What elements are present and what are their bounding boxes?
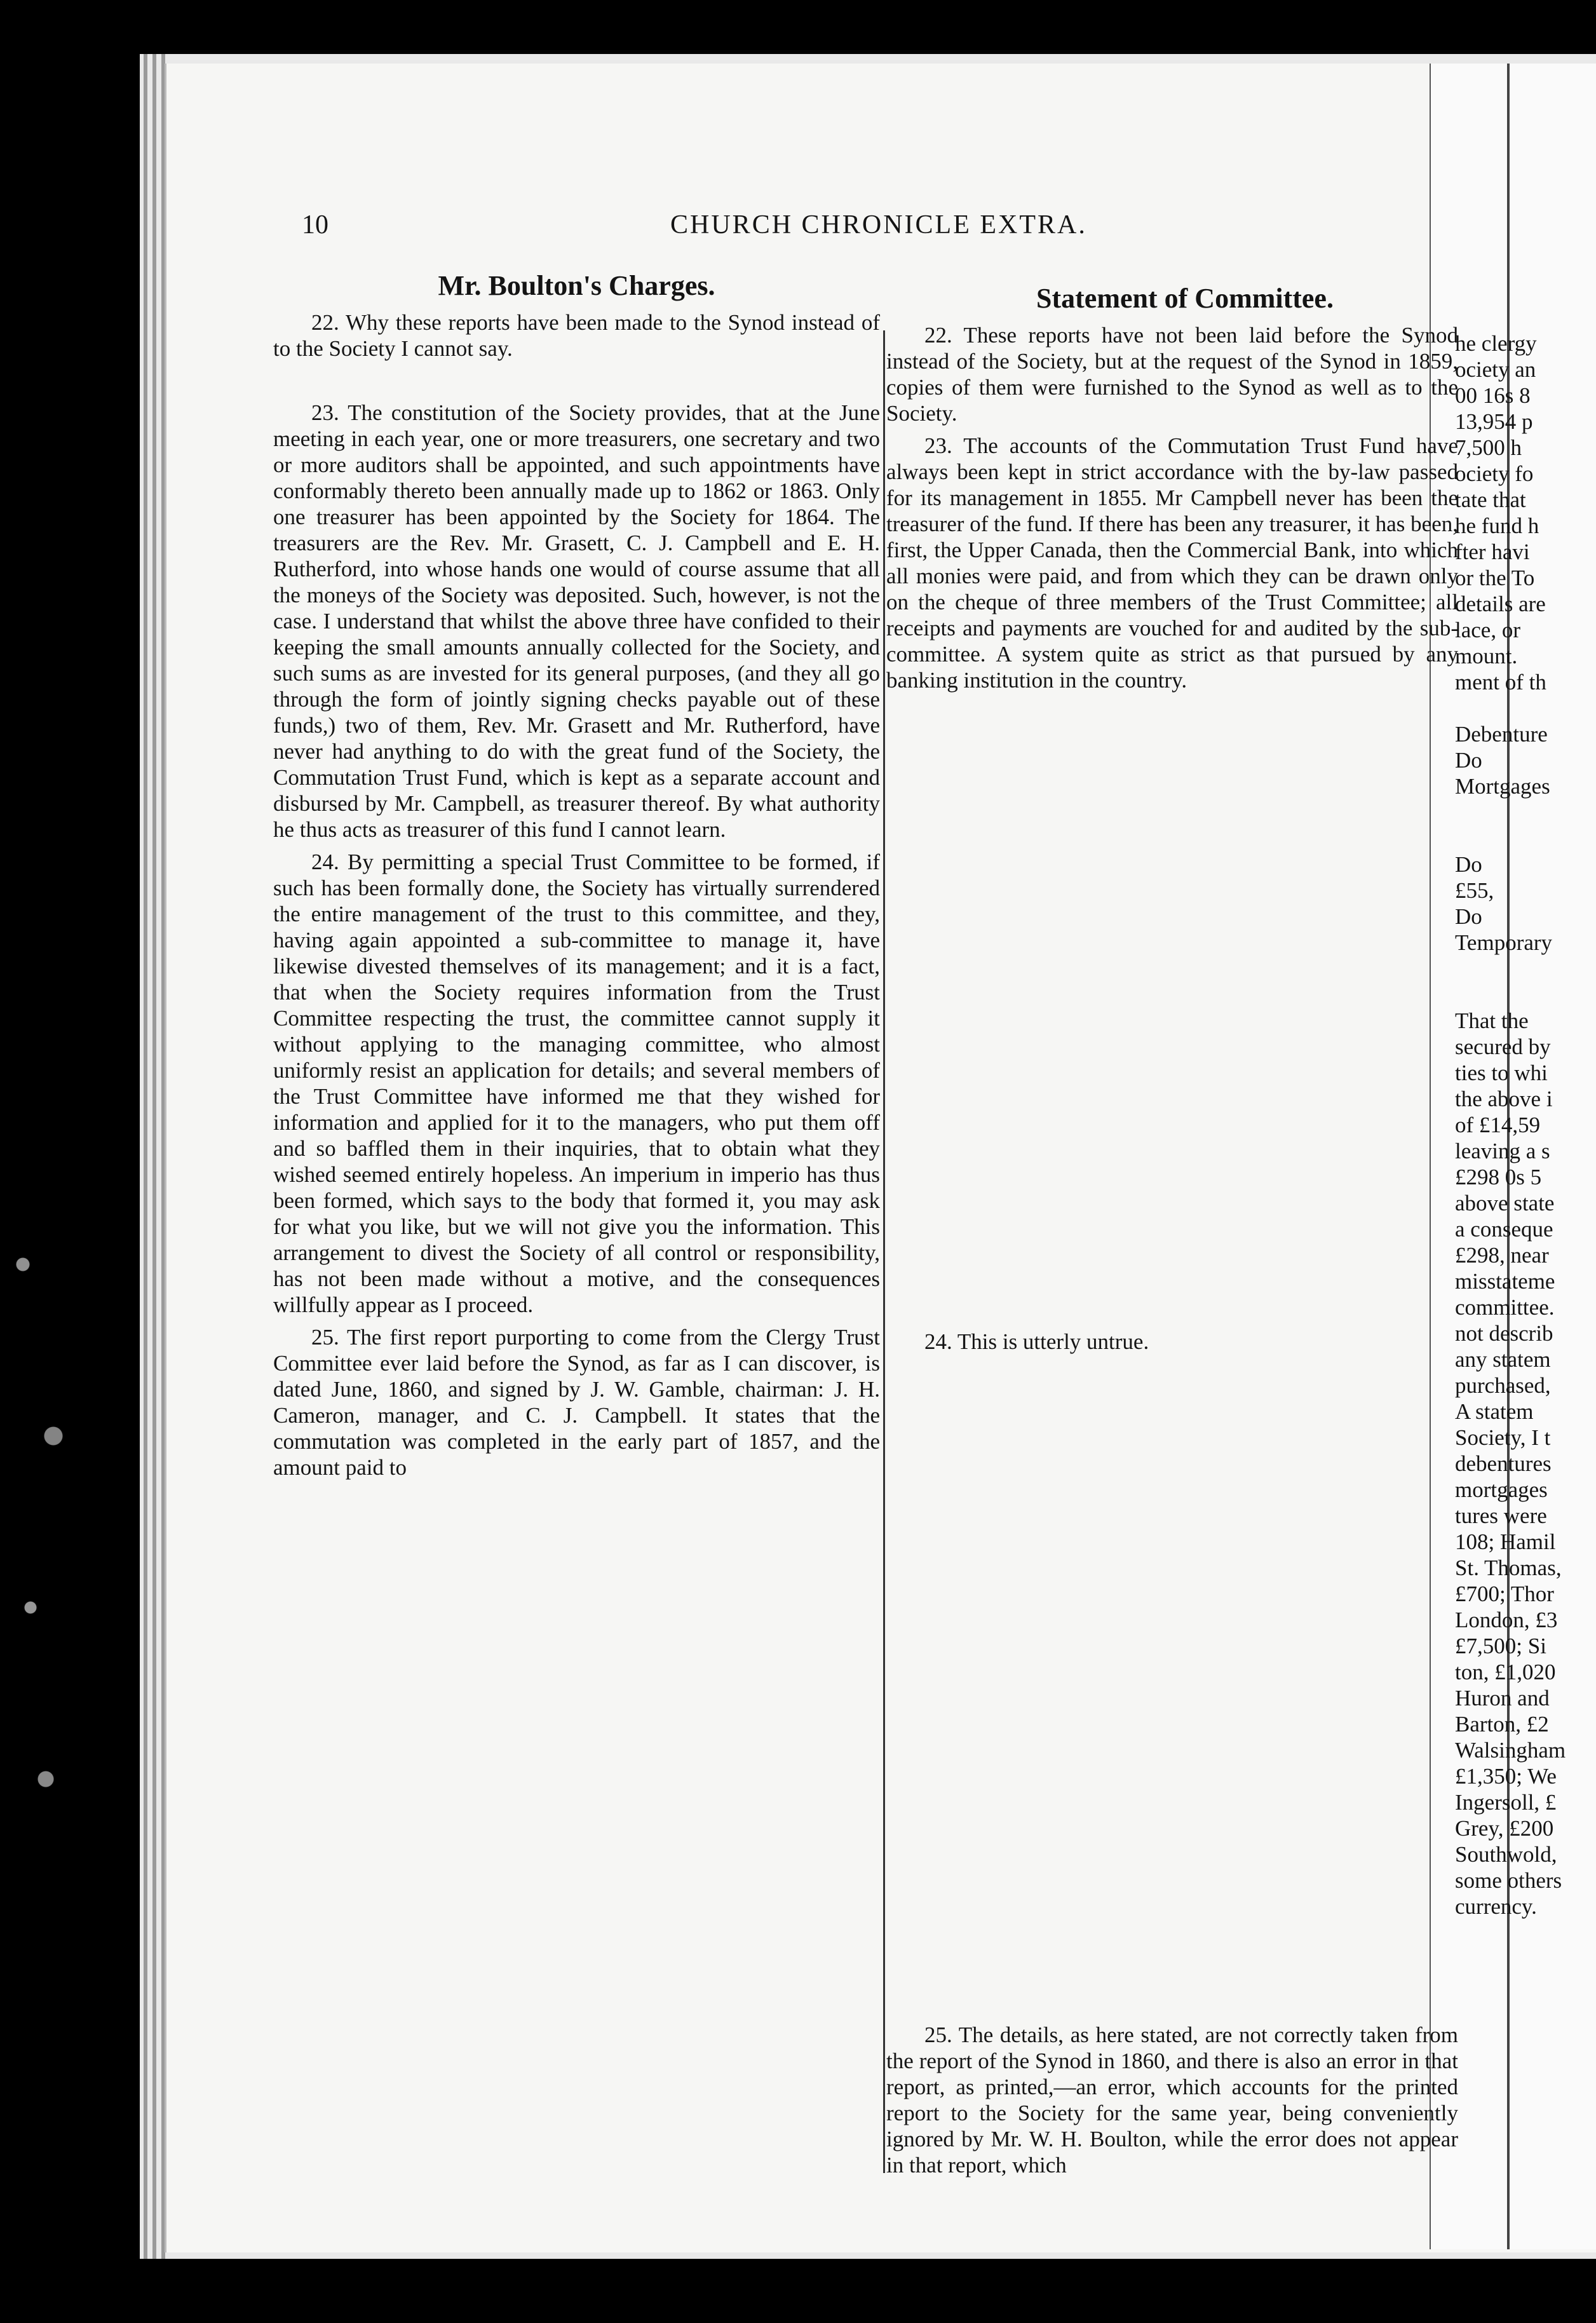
left-column-heading: Mr. Boulton's Charges. <box>438 270 715 301</box>
edge-fragment: Society, I t <box>1455 1425 1551 1450</box>
edge-fragment: above state <box>1455 1191 1555 1216</box>
edge-fragment: ociety an <box>1455 357 1536 382</box>
edge-fragment: Barton, £2 <box>1455 1712 1549 1737</box>
edge-fragment: 00 16s 8 <box>1455 383 1531 408</box>
page-edge <box>161 54 165 2259</box>
edge-fragment: 108; Hamil <box>1455 1529 1556 1554</box>
edge-fragment: £298 0s 5 <box>1455 1165 1542 1189</box>
right-paragraph-25: 25. The details, as here stated, are not correctly taken from the report of the Synod in 1860, and there is also an error in that report, as printed,—an error, which accounts for the printed report to the Society for the same year, being conveniently ignored by Mr. W. H. Boulton, while the error does not appear in that report, which <box>886 2022 1458 2177</box>
edge-fragment: of £14,59 <box>1455 1113 1541 1137</box>
edge-fragment: not describ <box>1455 1321 1553 1346</box>
edge-fragment: some others <box>1455 1868 1562 1893</box>
left-paragraph-22: 22. Why these reports have been made to the Synod instead of to the Society I cannot say. <box>273 310 880 361</box>
edge-fragment: mount. <box>1455 644 1518 668</box>
column-divider <box>883 330 885 2173</box>
edge-fragment <box>1455 825 1596 851</box>
adjacent-page-text-fragments <box>1455 330 1596 1920</box>
edge-fragment: Ingersoll, £ <box>1455 1790 1557 1815</box>
edge-fragment: currency. <box>1455 1894 1537 1919</box>
edge-fragment: ment of th <box>1455 670 1546 694</box>
edge-fragment: committee. <box>1455 1295 1555 1320</box>
edge-fragment: ties to whi <box>1455 1060 1548 1085</box>
edge-fragment: mortgages <box>1455 1477 1548 1502</box>
edge-fragment: Southwold, <box>1455 1842 1557 1867</box>
left-column <box>273 270 880 1487</box>
edge-fragment: Walsingham <box>1455 1738 1566 1763</box>
page-number: 10 <box>302 210 328 240</box>
edge-fragment: fter havi <box>1455 539 1530 564</box>
edge-fragment <box>1455 956 1596 982</box>
edge-fragment: 7,500 h <box>1455 435 1522 460</box>
edge-fragment: £55, <box>1455 878 1494 903</box>
edge-fragment: secured by <box>1455 1034 1551 1059</box>
right-column-heading: Statement of Committee. <box>1036 283 1334 314</box>
left-paragraph-23: 23. The constitution of the Society provides, that at the June meeting in each year, one or more treasurers, one secretary and two or more auditors shall be appointed, and such appointments have conformably thereto been annually made up to 1862 or 1863. Only one treasurer has been appointed by the Society for 1864. The treasurers are the Rev. Mr. Grasett, C. J. Campbell and E. H. Rutherford, into whose hands one would of course assume that all the moneys of the Society was deposited. Such, however, is not the case. I understand that whilst the above three have confided to their keeping the small amounts annually collected for the Society, and such sums as are invested for its general purposes, (and they all go through the form of jointly signing checks payable out of these funds,) two of them, Rev. Mr. Grasett and Mr. Rutherford, have never had anything to do with the great fund of the Society, the Commutation Trust Fund, which is kept as a separate account and disbursed by Mr. Campbell, as treasurer thereof. By what authority he thus acts as treasurer of this fund I cannot learn. <box>273 400 880 842</box>
edge-fragment: Huron and <box>1455 1686 1550 1710</box>
right-column <box>886 270 1484 2184</box>
edge-fragment: London, £3 <box>1455 1608 1558 1632</box>
edge-fragment: purchased, <box>1455 1373 1551 1398</box>
right-paragraph-23: 23. The accounts of the Commutation Trust Fund have always been kept in strict accordance with the by-law passed for its management in 1855. Mr Campbell never has been the treasurer of the fund. If there has been any treasurer, it has been, first, the Upper Canada, then the Commercial Bank, into which all monies were paid, and from which they can be drawn only on the cheque of three members of the Trust Committee; all receipts and payments are vouched for and audited by the sub-committee. A system quite as strict as that pursued by any banking institution in the country. <box>886 433 1458 693</box>
edge-fragment: £298, near <box>1455 1243 1549 1268</box>
edge-fragment: £1,350; We <box>1455 1764 1557 1789</box>
edge-fragment <box>1455 982 1596 1008</box>
edge-fragment: A statem <box>1455 1399 1534 1424</box>
edge-fragment: lace, or <box>1455 618 1520 642</box>
edge-fragment: tate that <box>1455 487 1526 512</box>
edge-fragment <box>1455 799 1596 825</box>
edge-fragment: That the <box>1455 1008 1529 1033</box>
edge-fragment: he clergy <box>1455 331 1537 356</box>
edge-fragment: Grey, £200 <box>1455 1816 1554 1841</box>
edge-fragment: details are <box>1455 592 1546 616</box>
edge-fragment: he fund h <box>1455 513 1539 538</box>
edge-fragment: 13,954 p <box>1455 409 1533 434</box>
scan-artifact <box>0 1093 76 1951</box>
edge-fragment: £700; Thor <box>1455 1581 1554 1606</box>
edge-fragment: debentures <box>1455 1451 1552 1476</box>
edge-fragment: or the To <box>1455 566 1535 590</box>
running-head: CHURCH CHRONICLE EXTRA. <box>670 210 1087 240</box>
edge-fragment: Do <box>1455 852 1482 877</box>
edge-fragment: misstateme <box>1455 1269 1555 1294</box>
edge-fragment: Temporary <box>1455 930 1553 955</box>
edge-fragment: £7,500; Si <box>1455 1634 1546 1658</box>
edge-fragment <box>1455 695 1596 721</box>
edge-fragment: leaving a s <box>1455 1139 1550 1163</box>
edge-fragment: Do <box>1455 904 1482 929</box>
left-paragraph-25: 25. The first report purporting to come from the Clergy Trust Committee ever laid before the Synod, as far as I can discover, is dated June, 1860, and signed by J. W. Gamble, chairman: J. H. Cameron, manager, and C. J. Campbell. It states that the commutation was completed in the early part of 1857, and the amount paid to <box>273 1325 880 1480</box>
page-edge <box>144 54 147 2259</box>
edge-fragment: Mortgages <box>1455 774 1550 799</box>
left-paragraph-24: 24. By permitting a special Trust Committee to be formed, if such has been formally done, the Society has virtually surrendered the entire management of the trust to this committee, and they, having again appointed a sub-committee to manage it, have likewise divested themselves of its management; and it is a fact, that when the Society requires information from the Trust Committee respecting the trust, the committee cannot supply it without applying to the managing committee, who almost uniformly resist an application for details; and several members of the Trust Committee have informed me that they wished for information and applied for it to the managers, who put them off and so baffled them in their inquiries, that to obtain what they wished seemed entirely hopeless. An imperium in imperio has thus been formed, which says to the body that formed it, you may ask for what you like, but we will not give you the information. This arrangement to divest the Society of all control or responsibility, has not been made without a motive, and the consequences willfully appear as I proceed. <box>273 850 880 1317</box>
edge-fragment: St. Thomas, <box>1455 1555 1562 1580</box>
edge-fragment: Do <box>1455 748 1482 773</box>
edge-fragment: Debenture <box>1455 722 1548 747</box>
edge-fragment: ociety fo <box>1455 461 1534 486</box>
edge-fragment: ton, £1,020 <box>1455 1660 1556 1684</box>
edge-fragment: a conseque <box>1455 1217 1553 1242</box>
right-paragraph-22: 22. These reports have not been laid before the Synod instead of the Society, but at the request of the Synod in 1859, copies of them were furnished to the Synod as well as to the Society. <box>886 323 1458 426</box>
page-edge <box>152 54 156 2259</box>
edge-fragment: the above i <box>1455 1087 1553 1111</box>
right-paragraph-24: 24. This is utterly untrue. <box>924 1329 1149 1354</box>
page-header <box>302 210 1160 254</box>
edge-fragment: tures were <box>1455 1503 1547 1528</box>
edge-fragment: any statem <box>1455 1347 1551 1372</box>
